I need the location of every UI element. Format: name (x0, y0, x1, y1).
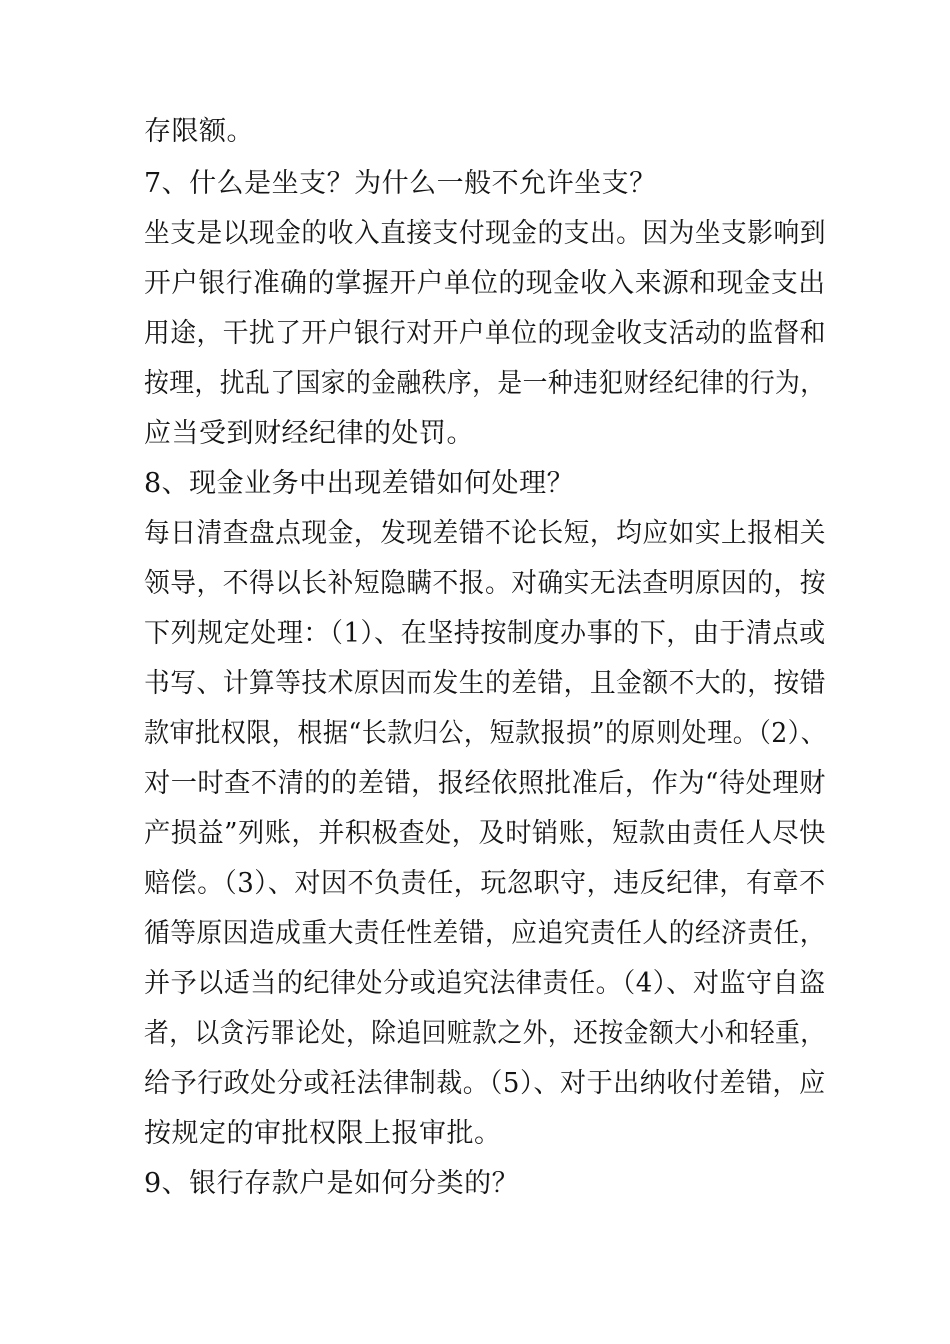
question-heading-8: 8、现金业务中出现差错如何处理？ (144, 468, 575, 499)
text-line: 按理，扰乱了国家的金融秩序，是一种违犯财经纪律的行为， (144, 368, 826, 399)
text-line: 存限额。 (144, 116, 254, 147)
text-line: 领导，不得以长补短隐瞒不报。对确实无法查明原因的，按 (144, 568, 826, 599)
text-line: 书写、计算等技术原因而发生的差错，且金额不大的，按错 (144, 668, 826, 699)
text-line: 按规定的审批权限上报审批。 (144, 1118, 502, 1149)
text-line: 给予行政处分或衽法律制裁。（5）、对于出纳收付差错，应 (144, 1068, 826, 1099)
text-line: 每日清查盘点现金，发现差错不论长短，均应如实上报相关 (144, 518, 826, 549)
text-line: 下列规定处理：（1）、在坚持按制度办事的下，由于清点或 (144, 618, 826, 649)
text-line: 款审批权限，根据“长款归公，短款报损”的原则处理。（2）、 (144, 718, 827, 749)
text-line: 者，以贪污罪论处，除追回赃款之外，还按金额大小和轻重， (144, 1018, 826, 1049)
text-line: 赔偿。（3）、对因不负责任，玩忽职守，违反纪律，有章不 (144, 868, 826, 899)
text-line: 用途，干扰了开户银行对开户单位的现金收支活动的监督和 (144, 318, 826, 349)
text-line: 并予以适当的纪律处分或追究法律责任。（4）、对监守自盗 (144, 968, 826, 999)
text-line: 产损益”列账，并积极查处，及时销账，短款由责任人尽快 (144, 818, 826, 849)
question-heading-7: 7、什么是坐支？为什么一般不允许坐支？ (144, 168, 657, 199)
text-line: 应当受到财经纪律的处罚。 (144, 418, 474, 449)
text-line: 对一时查不清的的差错，报经依照批准后，作为“待处理财 (144, 768, 826, 799)
text-line: 坐支是以现金的收入直接支付现金的支出。因为坐支影响到 (144, 218, 826, 249)
text-line: 循等原因造成重大责任性差错，应追究责任人的经济责任， (144, 918, 826, 949)
text-line: 开户银行准确的掌握开户单位的现金收入来源和现金支出 (144, 268, 826, 299)
question-heading-9: 9、银行存款户是如何分类的？ (144, 1168, 520, 1199)
